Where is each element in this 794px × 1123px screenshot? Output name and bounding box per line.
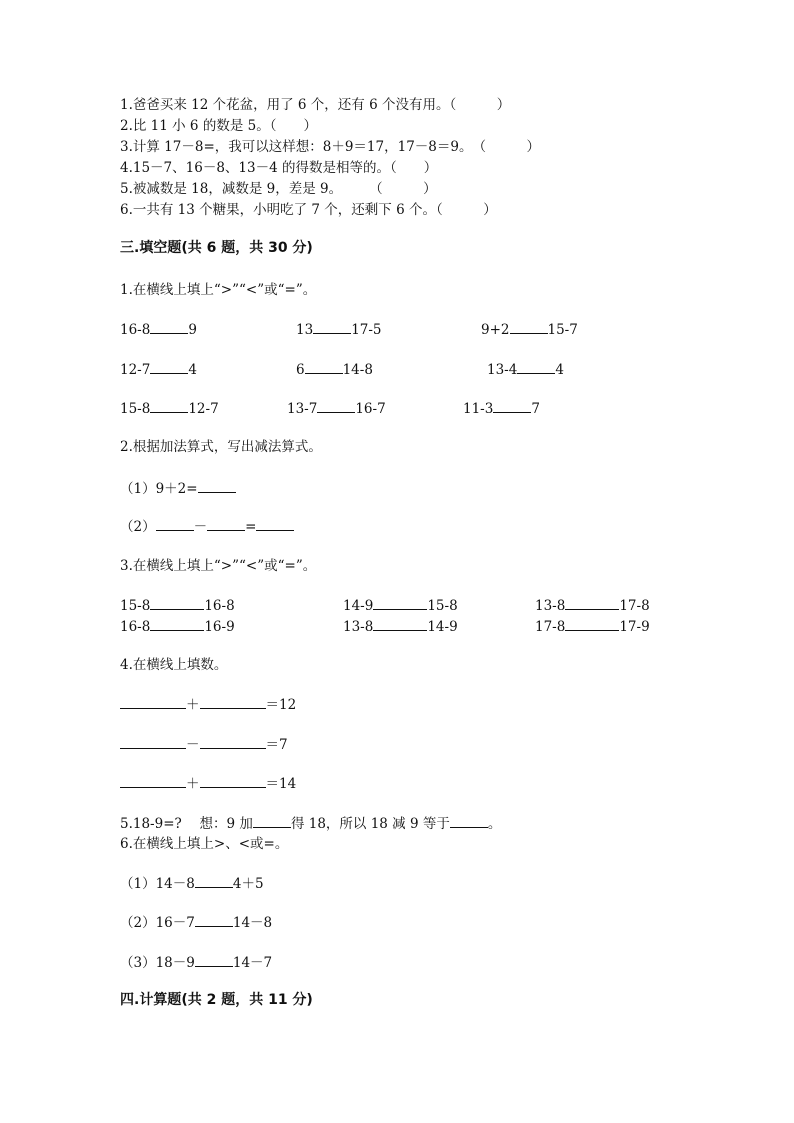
q3-cell: 13-8 14-9 <box>343 616 458 637</box>
tf-item-1: 1.爸爸买来 12 个花盆，用了 6 个，还有 6 个没有用。（ ） <box>120 97 511 113</box>
answer-blank[interactable] <box>150 398 188 413</box>
q1-prompt: 1.在横线上填上“>”“<”或“=”。 <box>120 282 317 298</box>
q5-line: 5.18-9=? 想：9 加 得 18，所以 18 减 9 等于 。 <box>120 813 501 834</box>
q4-equation-1: ＋ ＝12 <box>120 694 296 715</box>
q6-item-1: （1）14－8 4＋5 <box>120 873 264 894</box>
q1-cell: 13-4 4 <box>487 359 564 380</box>
answer-blank[interactable] <box>517 359 555 374</box>
answer-blank[interactable] <box>120 694 186 709</box>
answer-blank[interactable] <box>565 616 619 631</box>
q4-prompt: 4.在横线上填数。 <box>120 657 228 673</box>
answer-blank[interactable] <box>198 478 236 493</box>
answer-blank[interactable] <box>156 516 194 531</box>
section-3-heading: 三.填空题(共 6 题，共 30 分) <box>120 240 313 256</box>
q3-cell: 15-8 16-8 <box>120 595 235 616</box>
q3-cell: 13-8 17-8 <box>535 595 650 616</box>
q2-line-2: （2） － = <box>120 516 294 537</box>
answer-blank[interactable] <box>150 616 204 631</box>
answer-blank[interactable] <box>207 516 245 531</box>
q4-equation-2: － ＝7 <box>120 734 288 755</box>
q3-prompt: 3.在横线上填上“>”“<”或“=”。 <box>120 558 317 574</box>
section-4-heading: 四.计算题(共 2 题，共 11 分) <box>120 992 313 1008</box>
tf-item-5: 5.被减数是 18，减数是 9，差是 9。 （ ） <box>120 181 437 197</box>
answer-blank[interactable] <box>200 773 266 788</box>
answer-blank[interactable] <box>200 734 266 749</box>
answer-blank[interactable] <box>565 595 619 610</box>
answer-blank[interactable] <box>120 773 186 788</box>
answer-blank[interactable] <box>150 319 188 334</box>
q3-cell: 17-8 17-9 <box>535 616 650 637</box>
answer-blank[interactable] <box>450 813 488 828</box>
q2-line-1: （1）9＋2= <box>120 478 236 499</box>
answer-blank[interactable] <box>305 359 343 374</box>
answer-blank[interactable] <box>253 813 291 828</box>
q1-cell: 13-7 16-7 <box>287 398 386 419</box>
answer-blank[interactable] <box>120 734 186 749</box>
answer-blank[interactable] <box>256 516 294 531</box>
answer-blank[interactable] <box>373 616 427 631</box>
q1-cell: 16-8 9 <box>120 319 197 340</box>
q1-cell: 12-7 4 <box>120 359 197 380</box>
tf-item-2: 2.比 11 小 6 的数是 5。（ ） <box>120 118 317 134</box>
answer-blank[interactable] <box>195 912 233 927</box>
answer-blank[interactable] <box>150 359 188 374</box>
q1-cell: 15-8 12-7 <box>120 398 219 419</box>
q1-cell: 11-3 7 <box>463 398 540 419</box>
q1-cell: 6 14-8 <box>296 359 373 380</box>
answer-blank[interactable] <box>195 952 233 967</box>
answer-blank[interactable] <box>195 873 233 888</box>
answer-blank[interactable] <box>317 398 355 413</box>
tf-item-4: 4.15－7、16－8、13－4 的得数是相等的。（ ） <box>120 160 438 176</box>
q1-cell: 13 17-5 <box>296 319 382 340</box>
answer-blank[interactable] <box>373 595 427 610</box>
tf-item-6: 6.一共有 13 个糖果，小明吃了 7 个，还剩下 6 个。（ ） <box>120 202 497 218</box>
q6-item-3: （3）18－9 14－7 <box>120 952 272 973</box>
tf-item-3: 3.计算 17－8=，我可以这样想：8＋9＝17，17－8＝9。 （ ） <box>120 139 540 155</box>
q3-cell: 14-9 15-8 <box>343 595 458 616</box>
q6-item-2: （2）16－7 14－8 <box>120 912 272 933</box>
q2-prompt: 2.根据加法算式，写出减法算式。 <box>120 439 322 455</box>
q1-cell: 9+2 15-7 <box>481 319 578 340</box>
q4-equation-3: ＋ ＝14 <box>120 773 296 794</box>
answer-blank[interactable] <box>200 694 266 709</box>
q3-cell: 16-8 16-9 <box>120 616 235 637</box>
q6-prompt: 6.在横线上填上>、<或=。 <box>120 836 289 852</box>
answer-blank[interactable] <box>313 319 351 334</box>
answer-blank[interactable] <box>510 319 548 334</box>
answer-blank[interactable] <box>493 398 531 413</box>
answer-blank[interactable] <box>150 595 204 610</box>
